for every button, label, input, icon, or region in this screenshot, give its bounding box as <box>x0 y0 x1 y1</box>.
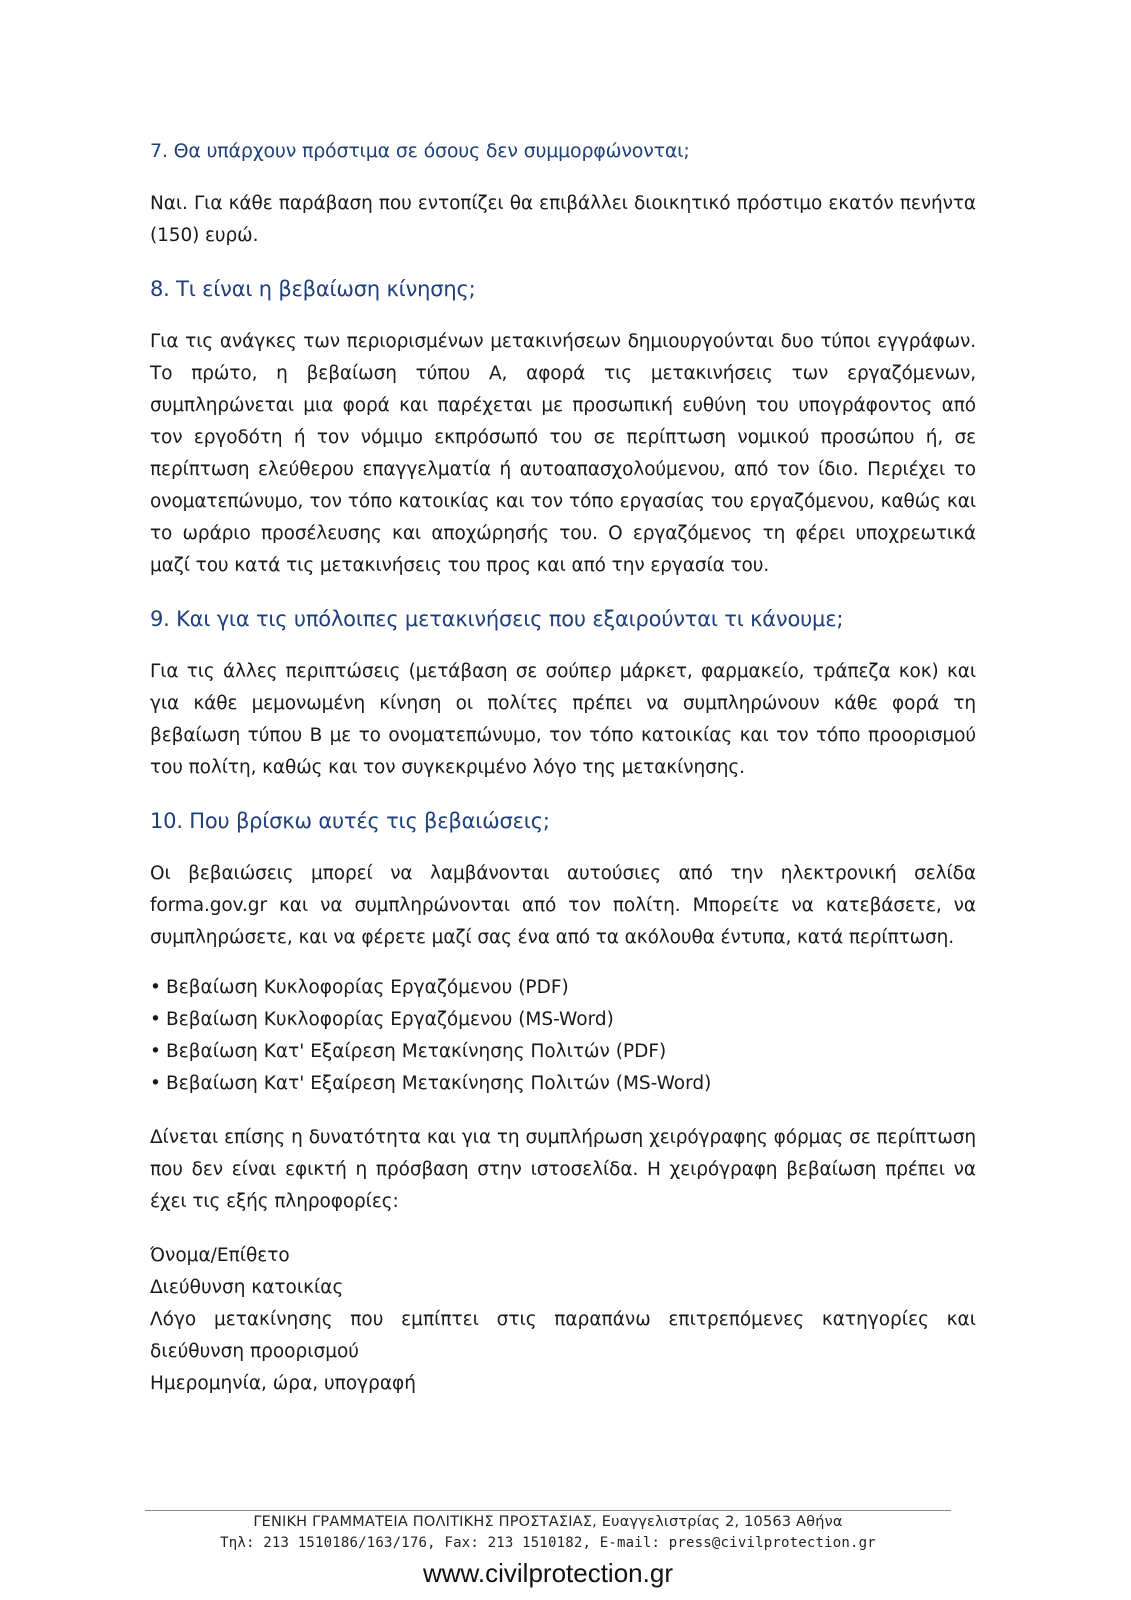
field-address: Διεύθυνση κατοικίας <box>150 1277 344 1298</box>
list-item: • Βεβαίωση Κυκλοφορίας Εργαζόμενου (MS-Word) <box>150 1004 976 1036</box>
footer-address: ΓΕΝΙΚΗ ΓΡΑΜΜΑΤΕΙΑ ΠΟΛΙΤΙΚΗΣ ΠΡΟΣΤΑΣΙΑΣ, Ευαγγελιστρίας 2, 10563 Αθήνα <box>253 1514 843 1530</box>
answer-7-text: Ναι. Για κάθε παράβαση που εντοπίζει θα επιβάλλει διοικητικό πρόστιμο εκατόν πενήντα (150) ευρώ. <box>150 193 976 246</box>
handwritten-form-text: Δίνεται επίσης η δυνατότητα και για τη συμπλήρωση χειρόγραφης φόρμας σε περίπτωση που δεν είναι εφικτή η πρόσβαση στην ιστοσελίδα. Η χειρόγραφη βεβαίωση πρέπει να έχει τις εξής πληροφορίες: <box>150 1127 976 1212</box>
question-10-heading: 10. Που βρίσκω αυτές τις βεβαιώσεις; <box>150 809 550 833</box>
bullet-icon: • <box>150 1009 161 1030</box>
required-fields-list <box>150 1240 976 1400</box>
answer-10-text: Οι βεβαιώσεις μπορεί να λαμβάνονται αυτούσιες από την ηλεκτρονική σελίδα forma.gov.gr και να συμπληρώνονται από τον πολίτη. Μπορείτε να κατεβάσετε, να συμπληρώσετε, και να φέρετε μαζί σας ένα από τα ακόλουθα έντυπα, κατά περίπτωση. <box>150 863 976 948</box>
answer-9-text: Για τις άλλες περιπτώσεις (μετάβαση σε σούπερ μάρκετ, φαρμακείο, τράπεζα κοκ) και για κάθε μεμονωμένη κίνηση οι πολίτες πρέπει να συμπληρώνουν κάθε φορά τη βεβαίωση τύπου Β με το ονοματεπώνυμο, τον τόπο κατοικίας και τον τόπο προορισμού του πολίτη, καθώς και τον συγκεκριμένο λόγο της μετακίνησης. <box>150 661 976 778</box>
footer-divider <box>145 1510 951 1511</box>
bullet-icon: • <box>150 1073 161 1094</box>
document-page <box>150 130 976 1400</box>
list-item: • Βεβαίωση Κυκλοφορίας Εργαζόμενου (PDF) <box>150 972 976 1004</box>
certificate-list <box>150 972 976 1100</box>
footer-website-link[interactable]: www.civilprotection.gr <box>423 1558 673 1588</box>
list-item: • Βεβαίωση Κατ' Εξαίρεση Μετακίνησης Πολιτών (PDF) <box>150 1036 976 1068</box>
bullet-icon: • <box>150 977 161 998</box>
question-9-heading: 9. Και για τις υπόλοιπες μετακινήσεις που εξαιρούνται τι κάνουμε; <box>150 607 844 631</box>
field-date-time-signature: Ημερομηνία, ώρα, υπογραφή <box>150 1373 416 1394</box>
list-item: • Βεβαίωση Κατ' Εξαίρεση Μετακίνησης Πολιτών (MS-Word) <box>150 1068 976 1100</box>
bullet-icon: • <box>150 1041 161 1062</box>
footer-contact: Τηλ: 213 1510186/163/176, Fax: 213 1510182, E-mail: press@civilprotection.gr <box>220 1535 876 1551</box>
question-7-heading: 7. Θα υπάρχουν πρόστιμα σε όσους δεν συμμορφώνονται; <box>150 140 690 162</box>
answer-8-text: Για τις ανάγκες των περιορισμένων μετακινήσεων δημιουργούνται δυο τύποι εγγράφων. Το πρώτο, η βεβαίωση τύπου Α, αφορά τις μετακινήσεις των εργαζόμενων, συμπληρώνεται μια φορά και παρέχεται με προσωπική ευθύνη του υπογράφοντος από τον εργοδότη ή τον νόμιμο εκπρόσωπό του σε περίπτωση νομικού προσώπου ή, σε περίπτωση ελεύθερου επαγγελματία ή αυτοαπασχολούμενου, από τον ίδιο. Περιέχει το ονοματεπώνυμο, τον τόπο κατοικίας και τον τόπο εργασίας του εργαζόμενου, καθώς και το ωράριο προσέλευσης και αποχώρησής του. Ο εργαζόμενος τη φέρει υποχρεωτικά μαζί του κατά τις μετακινήσεις του προς και από την εργασία του. <box>150 331 976 576</box>
field-reason: Λόγο μετακίνησης που εμπίπτει στις παραπάνω επιτρεπόμενες κατηγορίες και διεύθυνση προορισμού <box>150 1309 976 1362</box>
field-name: Όνομα/Επίθετο <box>150 1245 290 1266</box>
question-8-heading: 8. Τι είναι η βεβαίωση κίνησης; <box>150 277 476 301</box>
